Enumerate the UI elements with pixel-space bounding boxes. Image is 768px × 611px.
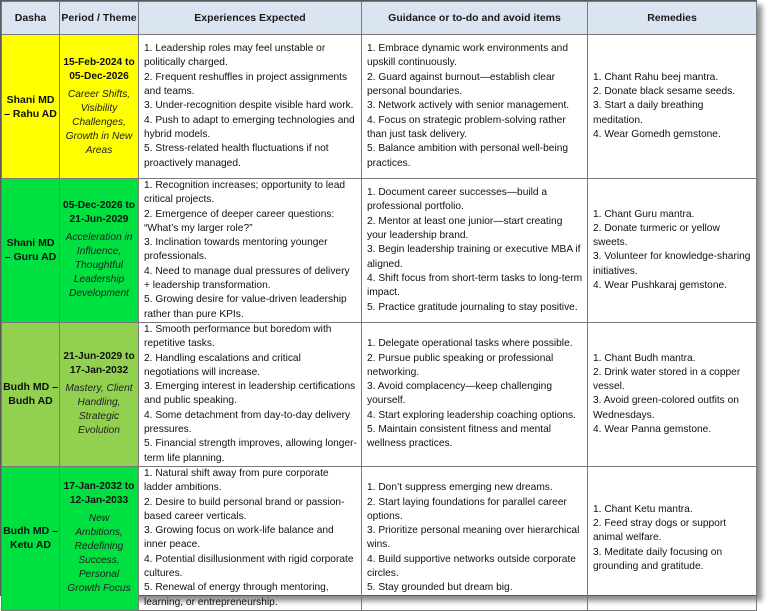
- experience-item: 1. Leadership roles may feel unstable or politically charged.: [144, 43, 326, 69]
- guidance-item: 1. Embrace dynamic work environments and upskill continuously.: [367, 43, 569, 69]
- remedies-cell: [588, 322, 757, 466]
- guidance-item: 4. Start exploring leadership coaching options.: [367, 409, 576, 421]
- remedy-item: 3. Avoid green-colored outfits on Wednesdays.: [593, 395, 739, 421]
- dasha-cell: Shani MD – Rahu AD: [2, 35, 60, 179]
- experience-item: 1. Recognition increases; opportunity to lead critical projects.: [144, 180, 346, 206]
- experience-item: 5. Growing desire for value-driven leadership rather than pure KPIs.: [144, 294, 347, 320]
- experience-item: 5. Stress-related health fluctuations if not proactively managed.: [144, 143, 329, 169]
- experience-item: 2. Emergence of deeper career questions: “What’s my larger role?”: [144, 208, 335, 234]
- period-dates: 15-Feb-2024 to 05-Dec-2026: [63, 56, 135, 82]
- guidance-item: 3. Network actively with senior management.: [367, 100, 570, 112]
- period-dates: 21-Jun-2029 to 17-Jan-2032: [63, 351, 135, 377]
- dasha-cell: Budh MD – Budh AD: [2, 322, 60, 466]
- remedy-item: 3. Start a daily breathing meditation.: [593, 100, 704, 126]
- guidance-item: 3. Begin leadership training or executive MBA if aligned.: [367, 244, 581, 270]
- experience-item: 5. Renewal of energy through mentoring, learning, or entrepreneurship.: [144, 582, 329, 608]
- remedies-cell: [588, 466, 757, 610]
- guidance-item: 2. Start laying foundations for parallel career options.: [367, 496, 567, 522]
- remedy-item: 4. Wear Gomedh gemstone.: [593, 128, 721, 140]
- experience-item: 1. Natural shift away from pure corporate ladder ambitions.: [144, 467, 329, 494]
- period-cell: [60, 466, 139, 610]
- header-row: [2, 2, 757, 35]
- guidance-item: 3. Avoid complacency—keep challenging yourself.: [367, 381, 553, 407]
- experiences-cell: [139, 179, 362, 323]
- remedy-item: 4. Wear Panna gemstone.: [593, 424, 712, 436]
- period-dates: 05-Dec-2026 to 21-Jun-2029: [63, 200, 135, 226]
- guidance-item: 3. Prioritize personal meaning over hierarchical wins.: [367, 525, 580, 551]
- guidance-item: 4. Shift focus from short-term tasks to long-term impact.: [367, 272, 583, 299]
- guidance-item: 4. Build supportive networks outside corporate circles.: [367, 553, 576, 580]
- guidance-item: 5. Practice gratitude journaling to stay positive.: [367, 301, 578, 313]
- guidance-item: 1. Delegate operational tasks where possible.: [367, 338, 573, 350]
- experience-item: 4. Some detachment from day-to-day delivery pressures.: [144, 409, 351, 436]
- table-row: [2, 179, 757, 323]
- guidance-cell: [362, 35, 588, 179]
- header-remedies: Remedies: [588, 2, 757, 35]
- period-cell: [60, 35, 139, 179]
- period-theme: Acceleration in Influence, Thoughtful Leadership Development: [65, 232, 133, 300]
- experience-item: 2. Frequent reshuffles in project assignments and teams.: [144, 71, 348, 98]
- table-body: [2, 35, 757, 611]
- period-theme: Mastery, Client Handling, Strategic Evolution: [65, 383, 133, 437]
- remedy-item: 1. Chant Guru mantra.: [593, 208, 695, 220]
- guidance-cell: [362, 322, 588, 466]
- guidance-item: 2. Pursue public speaking or professional networking.: [367, 352, 554, 378]
- experience-item: 3. Growing focus on work-life balance and inner peace.: [144, 525, 334, 551]
- experience-item: 3. Under-recognition despite visible hard work.: [144, 100, 354, 112]
- period-dates: 17-Jan-2032 to 12-Jan-2033: [63, 481, 135, 507]
- experience-item: 2. Desire to build personal brand or passion-based career verticals.: [144, 496, 345, 522]
- experiences-cell: [139, 466, 362, 610]
- period-theme: New Ambitions, Redefining Success, Personal Growth Focus: [67, 513, 131, 595]
- guidance-item: 2. Guard against burnout—establish clear personal boundaries.: [367, 71, 556, 98]
- guidance-item: 5. Stay grounded but dream big.: [367, 582, 513, 594]
- remedy-item: 2. Donate black sesame seeds.: [593, 86, 736, 98]
- guidance-item: 2. Mentor at least one junior—start creating your leadership brand.: [367, 215, 563, 242]
- remedy-item: 1. Chant Rahu beej mantra.: [593, 71, 719, 83]
- experience-item: 3. Inclination towards mentoring younger professionals.: [144, 237, 328, 263]
- remedy-item: 3. Volunteer for knowledge-sharing initiatives.: [593, 251, 751, 277]
- remedy-item: 2. Drink water stored in a copper vessel.: [593, 366, 741, 393]
- remedy-item: 2. Feed stray dogs or support animal welfare.: [593, 517, 727, 544]
- period-theme: Career Shifts, Visibility Challenges, Growth in New Areas: [65, 88, 133, 156]
- remedy-item: 4. Wear Pushkaraj gemstone.: [593, 280, 728, 292]
- guidance-item: 5. Balance ambition with personal well-being practices.: [367, 143, 569, 169]
- remedy-item: 3. Meditate daily focusing on grounding and gratitude.: [593, 546, 723, 572]
- header-period: Period / Theme: [60, 2, 139, 35]
- experience-item: 5. Financial strength improves, allowing longer-term life planning.: [144, 438, 357, 464]
- experiences-cell: [139, 322, 362, 466]
- table-row: [2, 35, 757, 179]
- guidance-item: 4. Focus on strategic problem-solving rather than just task delivery.: [367, 114, 566, 140]
- guidance-item: 1. Document career successes—build a professional portfolio.: [367, 187, 548, 213]
- experience-item: 2. Handling escalations and critical negotiations will increase.: [144, 352, 301, 378]
- dasha-cell: Shani MD – Guru AD: [2, 179, 60, 323]
- table-row: [2, 322, 757, 466]
- table-row: [2, 466, 757, 610]
- guidance-cell: [362, 466, 588, 610]
- experience-item: 1. Smooth performance but boredom with repetitive tasks.: [144, 323, 332, 350]
- remedy-item: 1. Chant Ketu mantra.: [593, 503, 693, 515]
- dasha-cell: Budh MD – Ketu AD: [2, 466, 60, 610]
- header-guidance: Guidance or to-do and avoid items: [362, 2, 588, 35]
- period-cell: [60, 179, 139, 323]
- dasha-table: [1, 1, 757, 611]
- guidance-item: 1. Don’t suppress emerging new dreams.: [367, 482, 553, 494]
- experience-item: 3. Emerging interest in leadership certifications and public speaking.: [144, 381, 356, 407]
- remedy-item: 2. Donate turmeric or yellow sweets.: [593, 222, 720, 249]
- guidance-cell: [362, 179, 588, 323]
- experiences-cell: [139, 35, 362, 179]
- experience-item: 4. Potential disillusionment with rigid corporate cultures.: [144, 553, 354, 580]
- header-experiences: Experiences Expected: [139, 2, 362, 35]
- remedies-cell: [588, 179, 757, 323]
- header-dasha: Dasha: [2, 2, 60, 35]
- period-cell: [60, 322, 139, 466]
- experience-item: 4. Need to manage dual pressures of delivery + leadership transformation.: [144, 265, 350, 292]
- experience-item: 4. Push to adapt to emerging technologies and hybrid models.: [144, 114, 355, 140]
- remedies-cell: [588, 35, 757, 179]
- remedy-item: 1. Chant Budh mantra.: [593, 352, 696, 364]
- guidance-item: 5. Maintain consistent fitness and mental wellness practices.: [367, 424, 552, 450]
